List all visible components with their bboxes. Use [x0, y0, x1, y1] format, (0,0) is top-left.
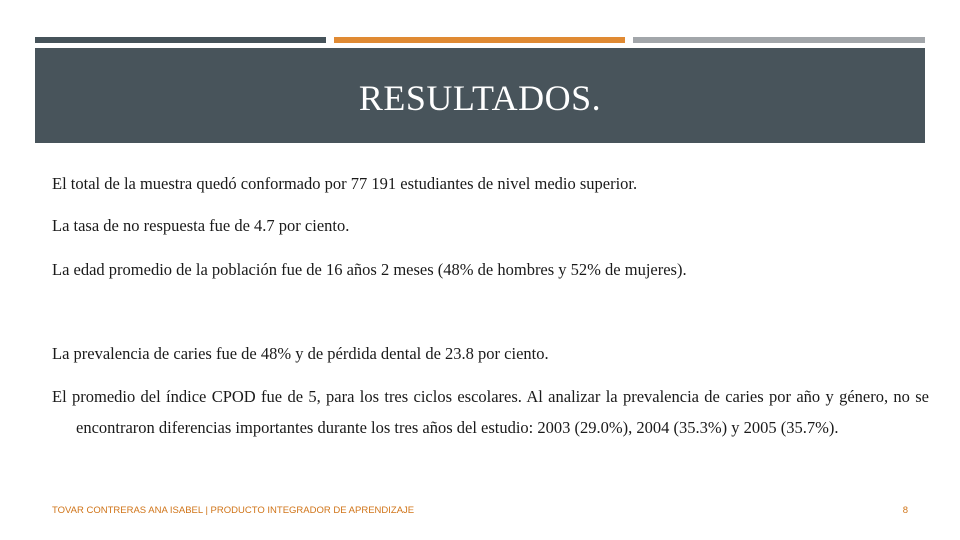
paragraph-non-response: La tasa de no respuesta fue de 4.7 por ciento. — [52, 216, 350, 235]
paragraph-cpod-index: El promedio del índice CPOD fue de 5, para los tres ciclos escolares. Al analizar la prevalencia de caries por año y género, no se encontraron diferencias importantes durante los tres años del estudio: 2003 (29.0%), 2004 (35.3%) y 2005 (35.7%). — [52, 387, 929, 437]
accent-bar-gray — [633, 37, 925, 43]
footer-author: TOVAR CONTRERAS ANA ISABEL | PRODUCTO INTEGRADOR DE APRENDIZAJE — [52, 505, 415, 516]
paragraph-sample-total: El total de la muestra quedó conformado por 77 191 estudiantes de nivel medio superior. — [52, 174, 638, 193]
paragraph-average-age: La edad promedio de la población fue de 16 años 2 meses (48% de hombres y 52% de mujeres). — [52, 260, 687, 279]
slide-footer — [52, 505, 908, 516]
accent-bar-dark — [35, 37, 326, 43]
title-band — [35, 48, 925, 143]
page-number: 8 — [902, 505, 908, 516]
paragraph-caries-prevalence: La prevalencia de caries fue de 48% y de pérdida dental de 23.8 por ciento. — [52, 344, 549, 363]
accent-bar-orange — [334, 37, 625, 43]
slide-title: RESULTADOS. — [358, 77, 602, 118]
